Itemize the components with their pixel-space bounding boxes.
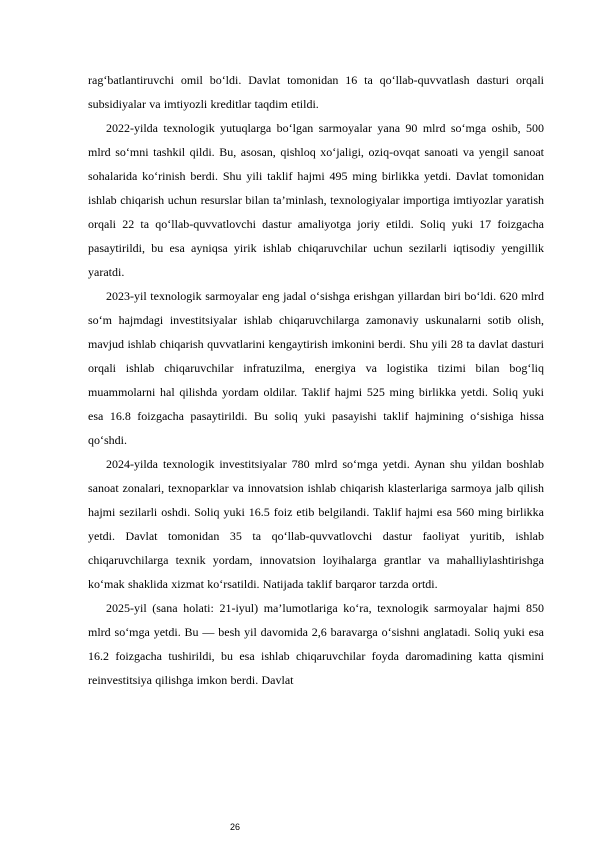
paragraph-2023: 2023-yil texnologik sarmoyalar eng jadal o‘sishga erishgan yillardan biri bo‘ldi. 620 mlrd so‘m hajmdagi investitsiyalar ishlab chiqaruvchilarga zamonaviy uskunalarni sotib olish, mavjud ishlab chiqarish quvvatlarini kengaytirish imkonini berdi. Shu yili 28 ta davlat dasturi orqali ishlab chiqaruvchilar infratuzilma, energiya va logistika tizimi bilan bog‘liq muammolarni hal qilishda yordam oldilar. Taklif hajmi 525 ming birlikka yetdi. Soliq yuki esa 16.8 foizgacha pasaytirildi. Bu soliq yuki pasayishi taklif hajmining o‘sishiga hissa qo‘shdi. <box>88 289 544 447</box>
paragraph-2024: 2024-yilda texnologik investitsiyalar 780 mlrd so‘mga yetdi. Aynan shu yildan boshlab sanoat zonalari, texnoparklar va innovatsion ishlab chiqarish klasterlariga sarmoya jalb qilish hajmi sezilarli oshdi. Soliq yuki 16.5 foiz etib belgilandi. Taklif hajmi esa 560 ming birlikka yetdi. Davlat tomonidan 35 ta qo‘llab-quvvatlovchi dastur faoliyat yuritib, ishlab chiqaruvchilarga texnik yordam, innovatsion loyihalarga grantlar va mahalliylashtirishga ko‘mak shaklida xizmat ko‘rsatildi. Natijada taklif barqaror tarzda ortdi. <box>88 457 544 591</box>
document-body <box>88 68 544 692</box>
paragraph-2025: 2025-yil (sana holati: 21-iyul) ma’lumotlariga ko‘ra, texnologik sarmoyalar hajmi 850 mlrd so‘mga yetdi. Bu — besh yil davomida 2,6 baravarga o‘sishni anglatadi. Soliq yuki esa 16.2 foizgacha tushirildi, bu esa ishlab chiqaruvchilar foyda daromadining katta qismini reinvestitsiya qilishga imkon berdi. Davlat <box>88 601 544 687</box>
page-number: 26 <box>229 822 240 832</box>
paragraph-continuation: rag‘batlantiruvchi omil bo‘ldi. Davlat tomonidan 16 ta qo‘llab-quvvatlash dasturi orqali subsidiyalar va imtiyozli kreditlar taqdim etildi. <box>88 73 544 111</box>
paragraph-2022: 2022-yilda texnologik yutuqlarga bo‘lgan sarmoyalar yana 90 mlrd so‘mga oshib, 500 mlrd so‘mni tashkil qildi. Bu, asosan, qishloq xo‘jaligi, oziq-ovqat sanoati va yengil sanoat sohalarida ko‘rinish berdi. Shu yili taklif hajmi 495 ming birlikka yetdi. Davlat tomonidan ishlab chiqarish uchun resurslar bilan ta’minlash, texnologiyalar importiga imtiyozlar yaratish orqali 22 ta qo‘llab-quvvatlovchi dastur amaliyotga joriy etildi. Soliq yuki 17 foizgacha pasaytirildi, bu esa ayniqsa yirik ishlab chiqaruvchilar uchun sezilarli iqtisodiy yengillik yaratdi. <box>88 121 544 279</box>
